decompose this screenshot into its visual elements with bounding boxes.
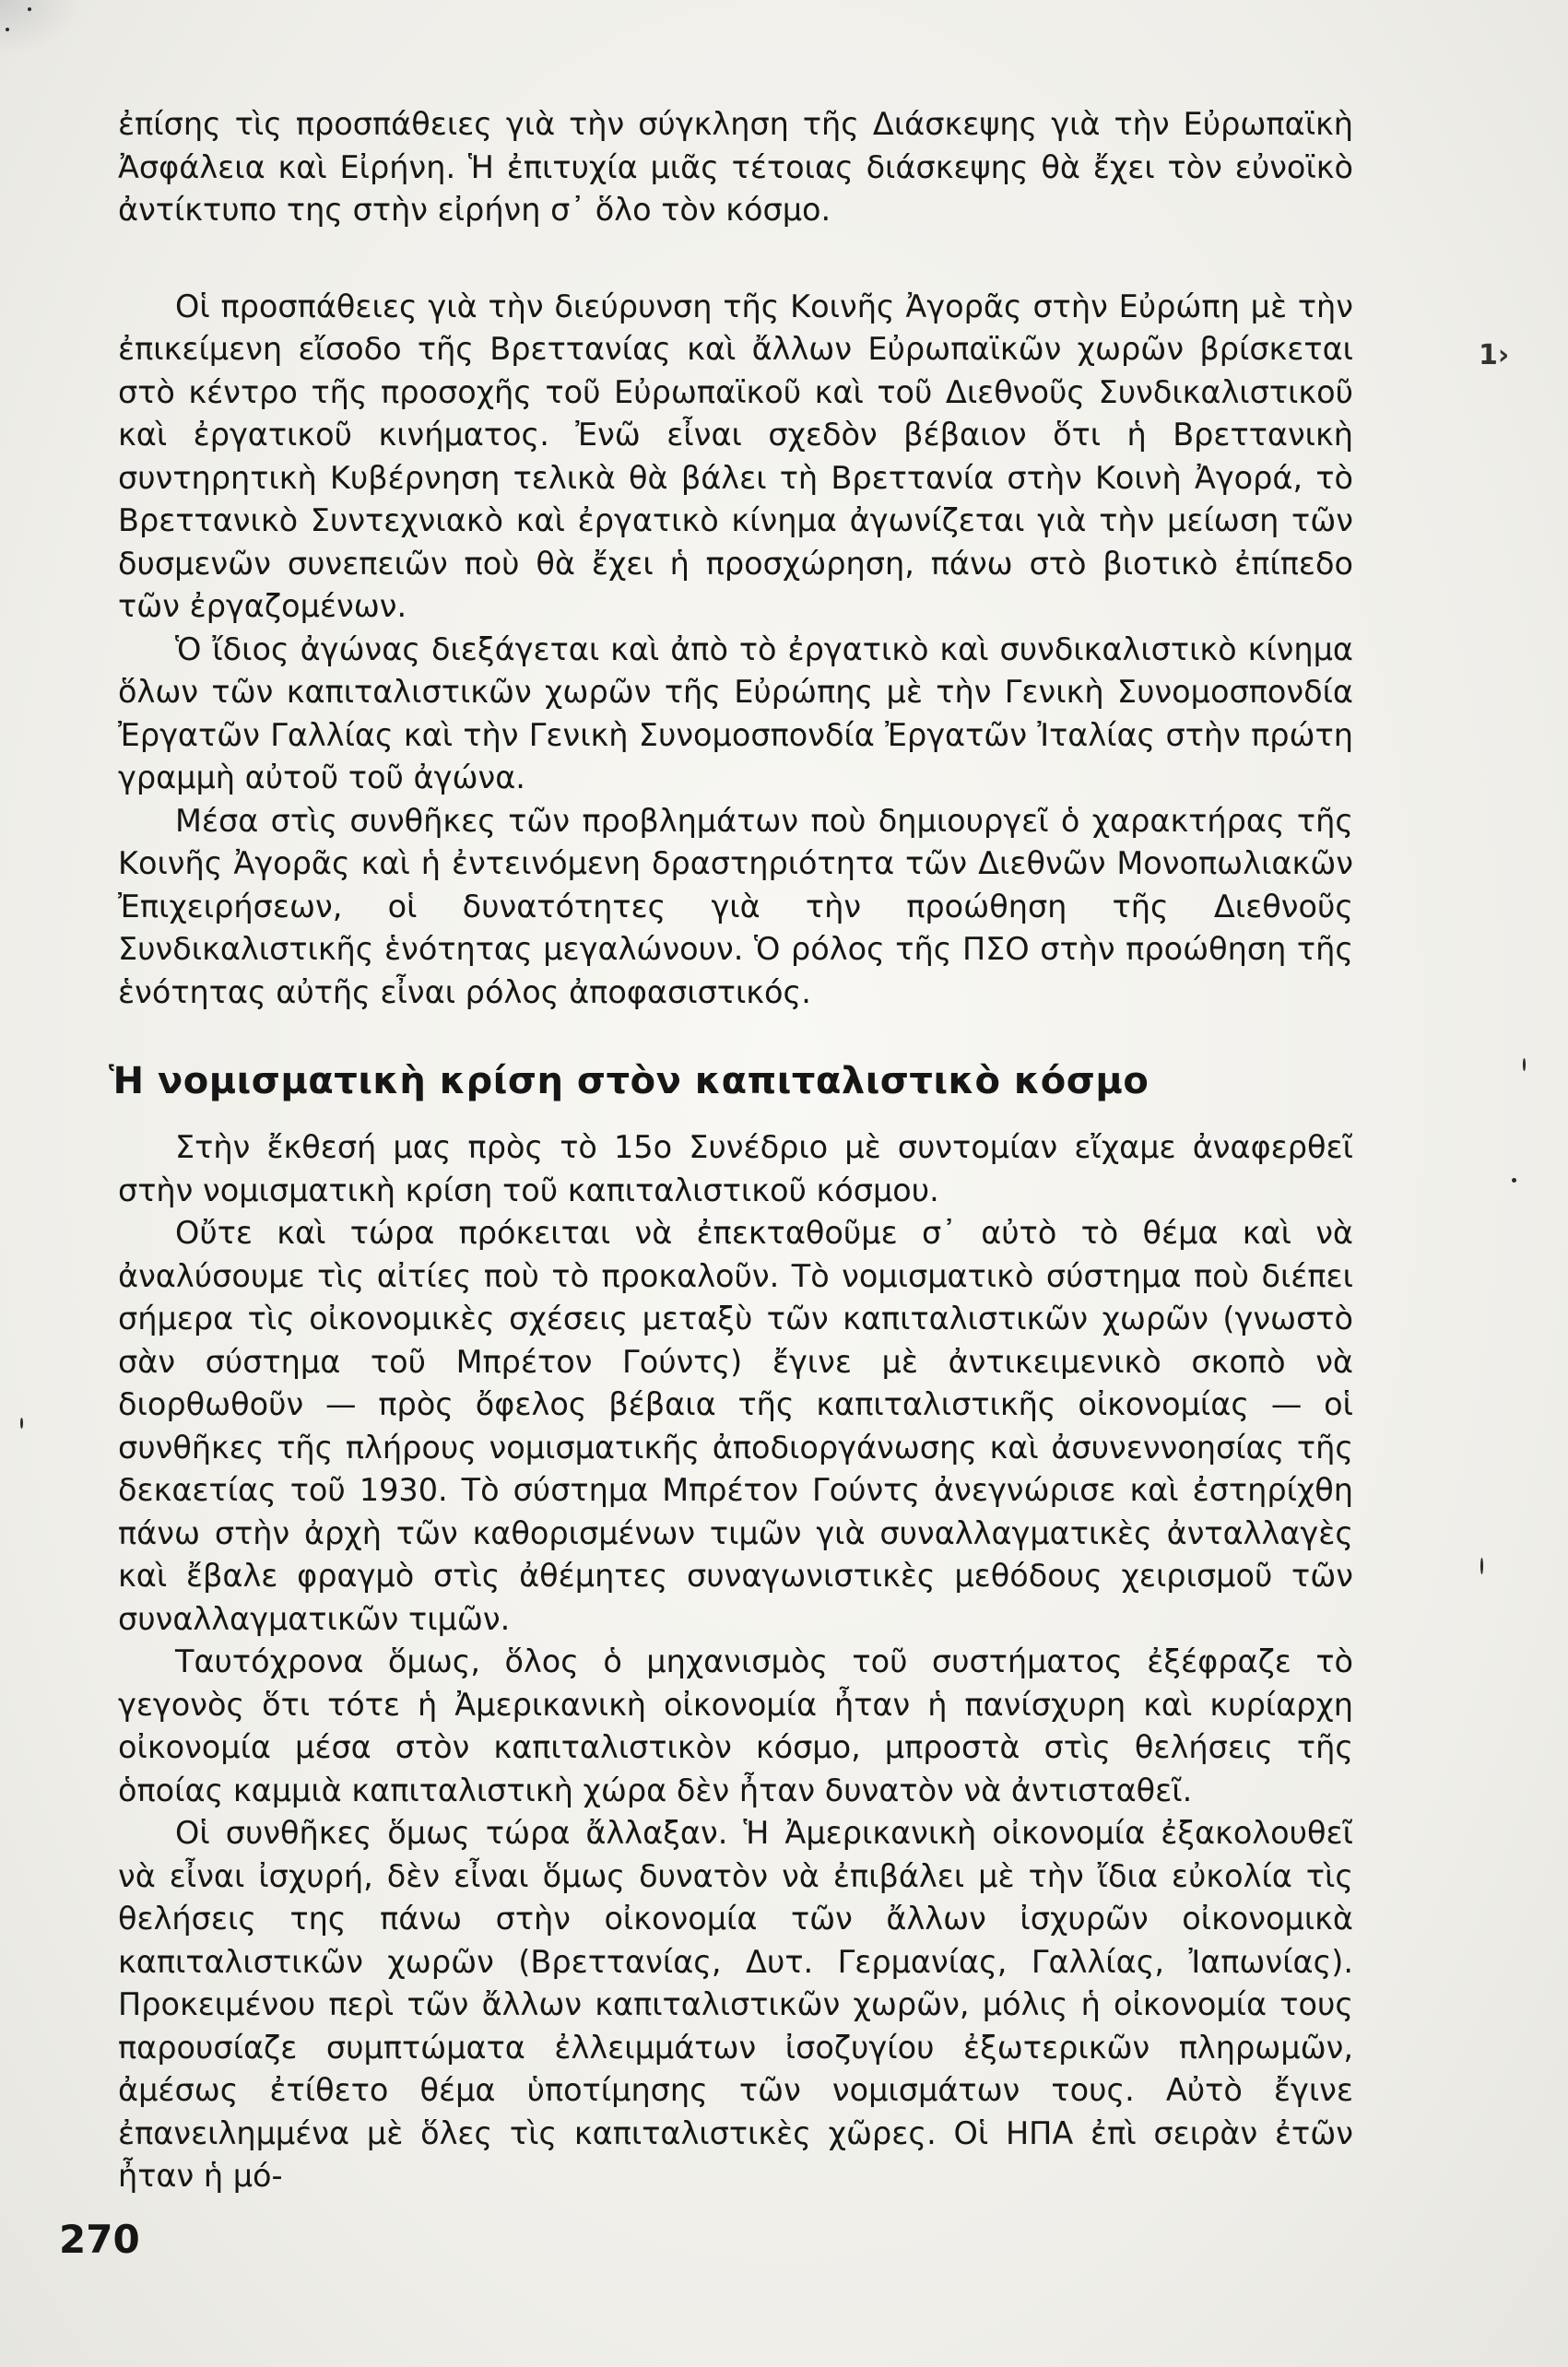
- page-number: 270: [59, 2217, 140, 2262]
- paragraph-continuation: ἐπίσης τὶς προσπάθειες γιὰ τὴν σύγκληση τῆς Διάσκεψης γιὰ τὴν Εὐρωπαϊκὴ Ἀσφάλεια καὶ Εἰρήνη. Ἡ ἐπιτυχία μιᾶς τέτοιας διάσκεψης θὰ ἔχει τὸν εὐνοϊκὸ ἀντίκτυπο της στὴν εἰρήνη σ᾽ ὅλο τὸν κόσμο.: [118, 106, 1353, 228]
- scan-speck: [6, 28, 9, 31]
- paragraph-common-market: Οἱ προσπάθειες γιὰ τὴν διεύρυνση τῆς Κοινῆς Ἀγορᾶς στὴν Εὐρώπη μὲ τὴν ἐπικείμενη εἴσοδο τῆς Βρεττανίας καὶ ἄλλων Εὐρωπαϊκῶν χωρῶν βρίσκεται στὸ κέντρο τῆς προσοχῆς τοῦ Εὐρωπαϊκοῦ καὶ τοῦ Διεθνοῦς Συνδικαλιστικοῦ καὶ ἐργατικοῦ κινήματος. Ἐνῶ εἶναι σχεδὸν βέβαιον ὅτι ἡ Βρεττανικὴ συντηρητικὴ Κυβέρνηση τελικὰ θὰ βάλει τὴ Βρεττανία στὴν Κοινὴ Ἀγορά, τὸ Βρεττανικὸ Συντεχνιακὸ καὶ ἐργατικὸ κίνημα ἀγωνίζεται γιὰ τὴν μείωση τῶν δυσμενῶν συνεπειῶν ποὺ θὰ ἔχει ἡ προσχώρηση, πάνω στὸ βιοτικὸ ἐπίπεδο τῶν ἐργαζομένων.: [118, 288, 1353, 624]
- scan-speck: [20, 1418, 23, 1429]
- paragraph-struggle: Ὁ ἴδιος ἀγώνας διεξάγεται καὶ ἀπὸ τὸ ἐργατικὸ καὶ συνδικαλιστικὸ κίνημα ὅλων τῶν καπιταλιστικῶν χωρῶν τῆς Εὐρώπης μὲ τὴν Γενικὴ Συνομοσπονδία Ἐργατῶν Γαλλίας καὶ τὴν Γενικὴ Συνομοσπονδία Ἐργατῶν Ἰταλίας στὴν πρώτη γραμμὴ αὐτοῦ τοῦ ἀγώνα.: [118, 630, 1353, 795]
- paragraph-american-economy: Ταυτόχρονα ὅμως, ὅλος ὁ μηχανισμὸς τοῦ συστήματος ἐξέφραζε τὸ γεγονὸς ὅτι τότε ἡ Ἀμερικανικὴ οἰκονομία ἦταν ἡ πανίσχυρη καὶ κυρίαρχη οἰκονομία μέσα στὸν καπιταλιστικὸν κόσμο, μπροστὰ στὶς θελήσεις τῆς ὁποίας καμμιὰ καπιταλιστικὴ χώρα δὲν ἦταν δυνατὸν νὰ ἀντισταθεῖ.: [118, 1643, 1353, 1808]
- section-heading: Ἡ νομισματικὴ κρίση στὸν καπιταλιστικὸ κόσμο: [109, 1060, 1149, 1102]
- scan-speck: [1512, 1178, 1516, 1183]
- text-column: [109, 103, 1353, 2198]
- paragraph-union-unity: Μέσα στὶς συνθῆκες τῶν προβλημάτων ποὺ δημιουργεῖ ὁ χαρακτήρας τῆς Κοινῆς Ἀγορᾶς καὶ ἡ ἐντεινόμενη δραστηριότητα τῶν Διεθνῶν Μονοπωλιακῶν Ἐπιχειρήσεων, οἱ δυνατότητες γιὰ τὴν προώθηση τῆς Διεθνοῦς Συνδικαλιστικῆς ἑνότητας μεγαλώνουν. Ὁ ρόλος τῆς ΠΣΟ στὴν προώθηση τῆς ἑνότητας αὐτῆς εἶναι ρόλος ἀποφασιστικός.: [118, 802, 1353, 1010]
- paragraph-changed-conditions: Οἱ συνθῆκες ὅμως τώρα ἄλλαξαν. Ἡ Ἀμερικανικὴ οἰκονομία ἐξακολουθεῖ νὰ εἶναι ἰσχυρή, δὲν εἶναι ὅμως δυνατὸν νὰ ἐπιβάλει μὲ τὴν ἴδια εὐκολία τὶς θελήσεις της πάνω στὴν οἰκονομία τῶν ἄλλων ἰσχυρῶν οἰκονομικὰ καπιταλιστικῶν χωρῶν (Βρεττανίας, Δυτ. Γερμανίας, Γαλλίας, Ἰαπωνίας). Προκειμένου περὶ τῶν ἄλλων καπιταλιστικῶν χωρῶν, μόλις ἡ οἰκονομία τους παρουσίαζε συμπτώματα ἐλλειμμάτων ἰσοζυγίου ἐξωτερικῶν πληρωμῶν, ἀμέσως ἐτίθετο θέμα ὑποτίμησης τῶν νομισμάτων τους. Αὐτὸ ἔγινε ἐπανειλημμένα μὲ ὅλες τὶς καπιταλιστικὲς χῶρες. Οἱ ΗΠΑ ἐπὶ σειρὰν ἐτῶν ἦταν ἡ μό-: [118, 1815, 1353, 2194]
- paragraph-report: Στὴν ἔκθεσή μας πρὸς τὸ 15ο Συνέδριο μὲ συντομίαν εἴχαμε ἀναφερθεῖ στὴν νομισματικὴ κρίση τοῦ καπιταλιστικοῦ κόσμου.: [118, 1129, 1353, 1208]
- scan-speck: [1480, 1558, 1483, 1574]
- scan-speck: [28, 7, 31, 11]
- margin-mark: 1›: [1479, 339, 1510, 371]
- paragraph-bretton-woods: Οὔτε καὶ τώρα πρόκειται νὰ ἐπεκταθοῦμε σ᾽ αὐτὸ τὸ θέμα καὶ νὰ ἀναλύσουμε τὶς αἰτίες ποὺ τὸ προκαλοῦν. Τὸ νομισματικὸ σύστημα ποὺ διέπει σήμερα τὶς οἰκονομικὲς σχέσεις μεταξὺ τῶν καπιταλιστικῶν χωρῶν (γνωστὸ σὰν σύστημα τοῦ Μπρέτον Γούντς) ἔγινε μὲ ἀντικειμενικὸ σκοπὸ νὰ διορθωθοῦν — πρὸς ὄφελος βέβαια τῆς καπιταλιστικῆς οἰκονομίας — οἱ συνθῆκες τῆς πλήρους νομισματικῆς ἀποδιοργάνωσης καὶ ἀσυνεννοησίας τῆς δεκαετίας τοῦ 1930. Τὸ σύστημα Μπρέτον Γούντς ἀνεγνώρισε καὶ ἐστηρίχθη πάνω στὴν ἀρχὴ τῶν καθορισμένων τιμῶν γιὰ συναλλαγματικὲς ἀνταλλαγὲς καὶ ἔβαλε φραγμὸ στὶς ἀθέμητες συναγωνιστικὲς μεθόδους χειρισμοῦ τῶν συναλλαγματικῶν τιμῶν.: [118, 1215, 1353, 1637]
- scan-edge-shadow: [0, 0, 83, 55]
- scan-speck: [1523, 1058, 1526, 1071]
